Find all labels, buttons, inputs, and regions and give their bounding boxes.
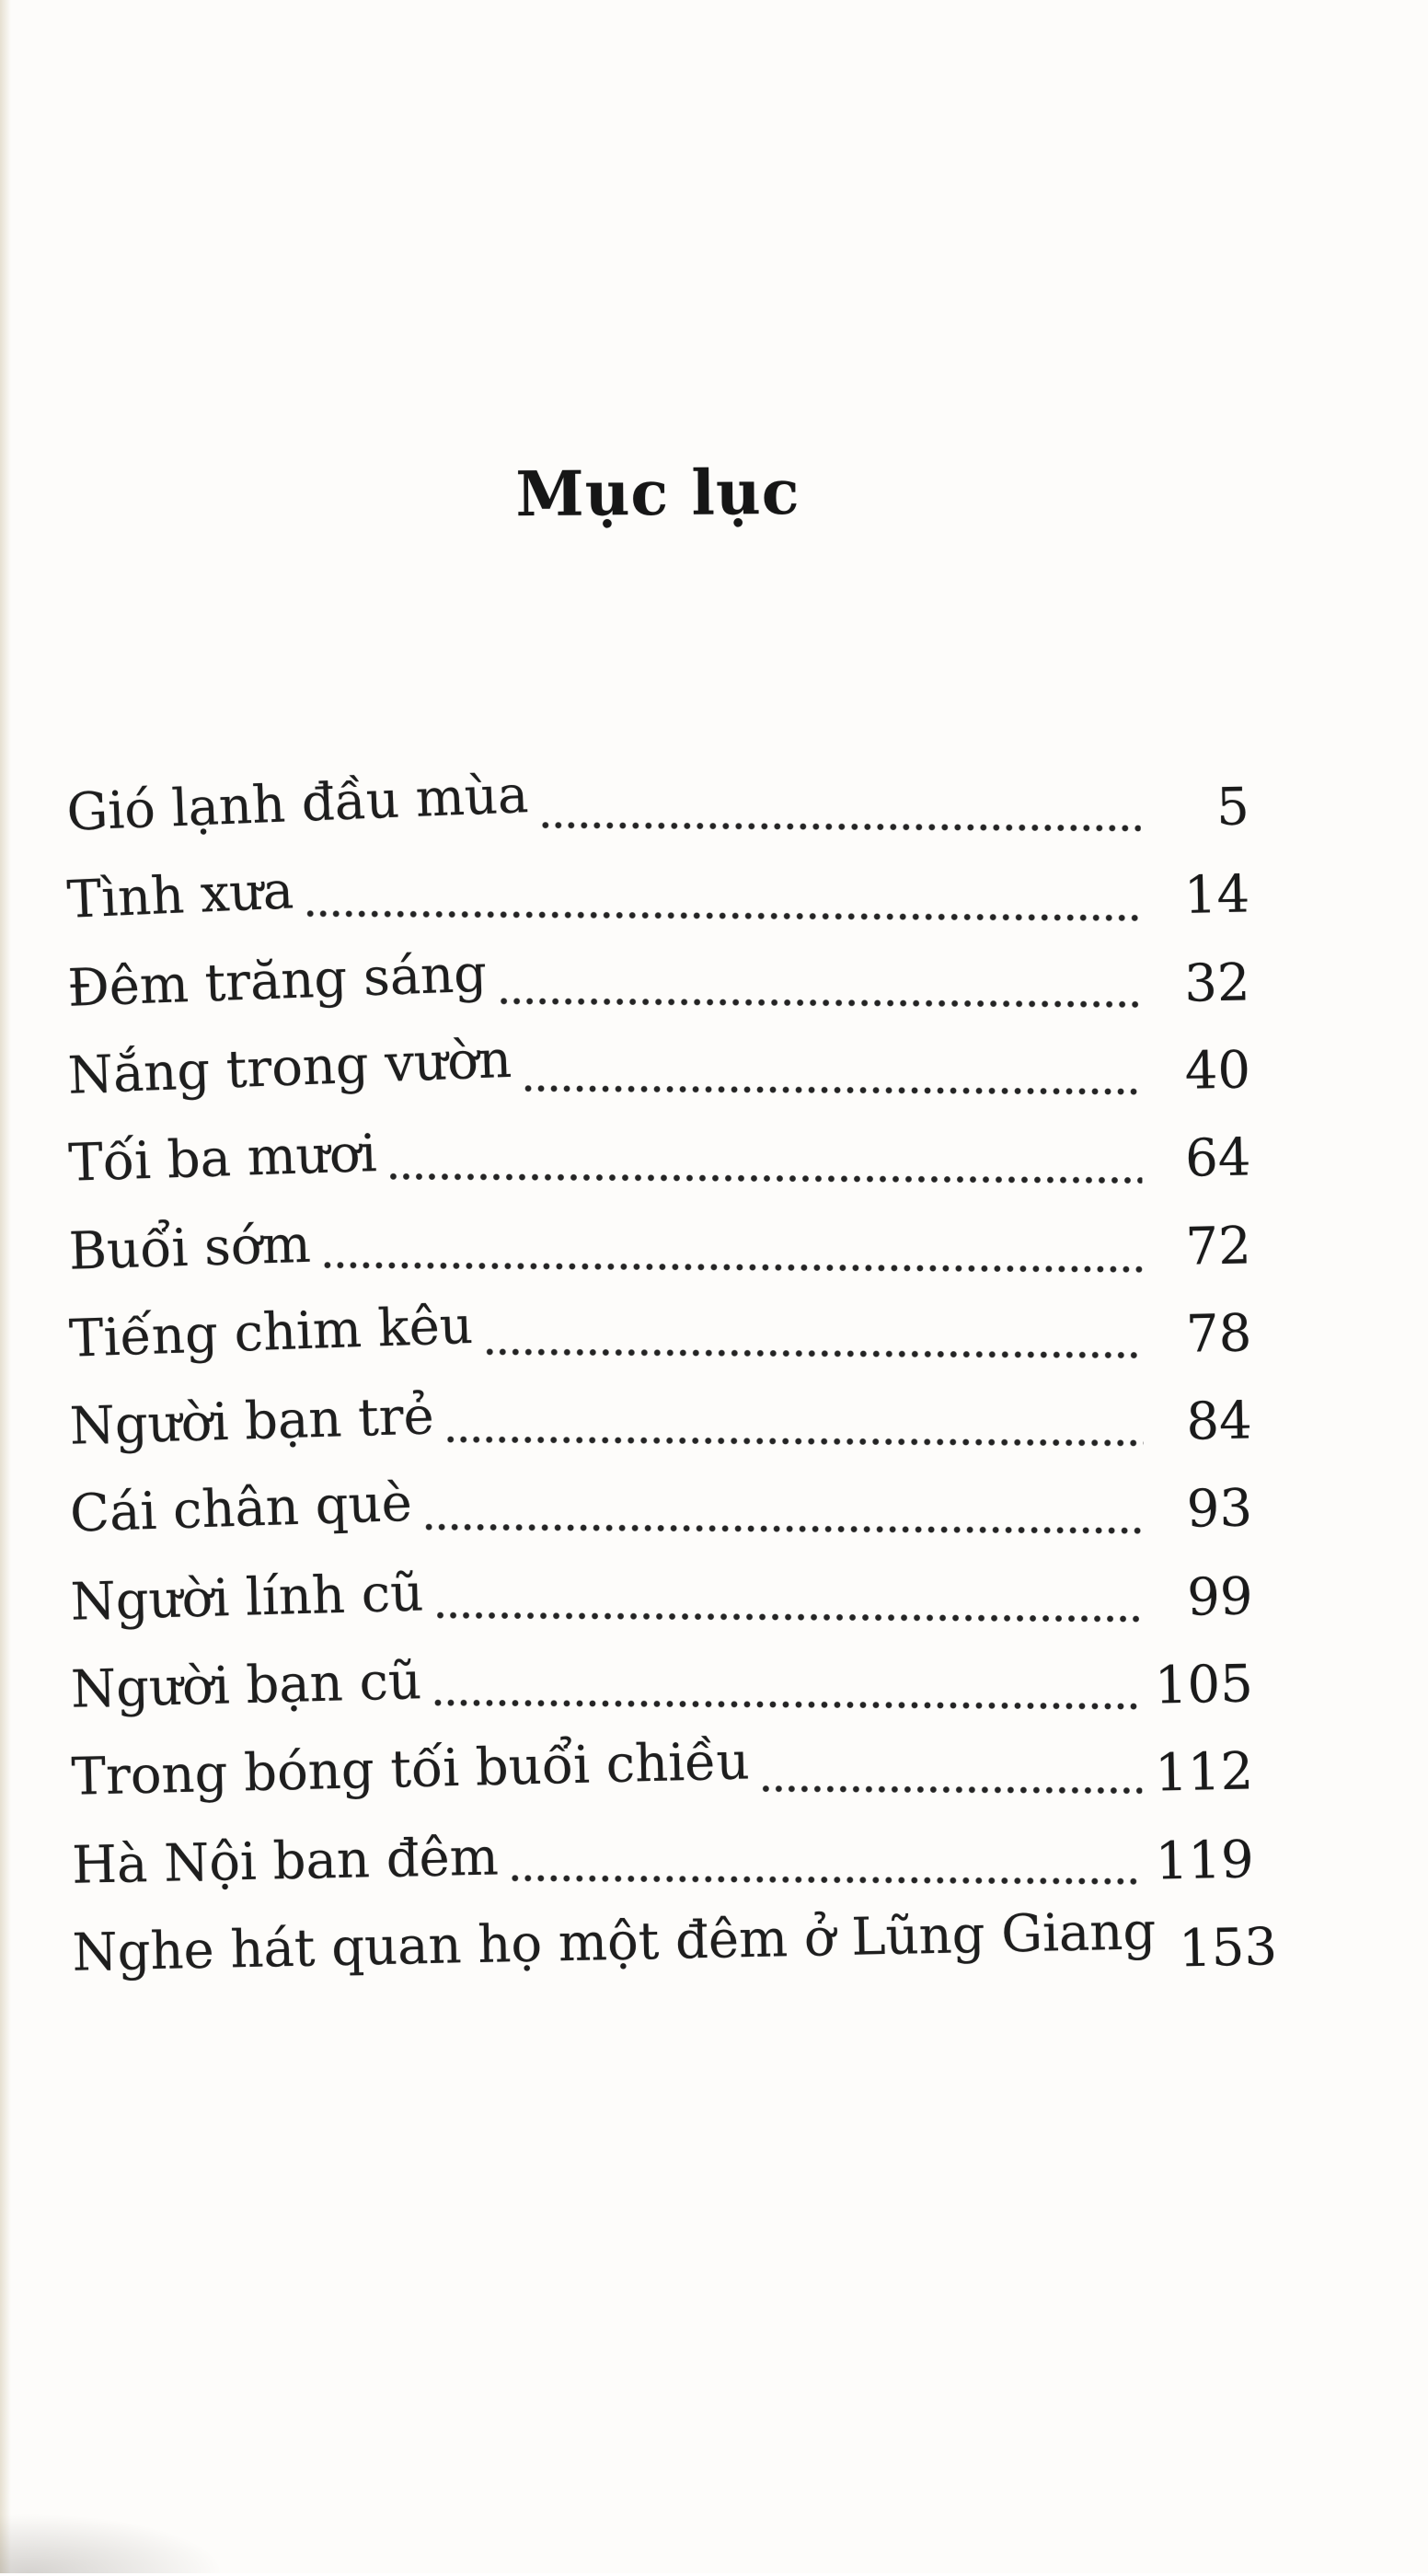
dot-leader [444,1436,1144,1447]
toc-entry-page-number: 99 [1157,1567,1253,1628]
toc-entry-page-number: 119 [1155,1831,1254,1892]
dot-leader [522,1085,1142,1096]
toc-entry-page-number: 84 [1156,1392,1252,1452]
dot-leader [422,1523,1144,1534]
toc-entry [69,1038,1250,1106]
toc-entry-title: Tối ba mươi [67,1125,377,1194]
toc-entry-page-number: 40 [1154,1041,1250,1102]
toc-entry-page-number: 153 [1178,1918,1274,1979]
dot-leader [539,822,1141,832]
toc-entry-title: Buổi sớm [68,1215,312,1281]
toc-entry [69,1126,1250,1194]
toc-entry-title: Tình xưa [66,861,295,930]
toc-entry-page-number: 32 [1154,953,1250,1014]
toc-entry [71,1389,1252,1457]
toc-entry-page-number: 72 [1155,1217,1251,1277]
toc-entry [68,951,1250,1019]
toc-entry [68,775,1250,843]
dot-leader [387,1172,1143,1184]
toc-entry-title: Người bạn trẻ [69,1387,435,1457]
toc-entry-page-number: 5 [1153,778,1250,838]
toc-entry [70,1214,1251,1282]
toc-entry-title: Người lính cũ [70,1564,424,1633]
dot-leader [432,1699,1142,1710]
dot-leader [759,1785,1142,1795]
toc-entry-title: Tiếng chim kêu [68,1297,474,1369]
toc-entry-page-number: 64 [1155,1128,1251,1189]
toc-entry [70,1301,1251,1369]
toc-entry [71,1476,1252,1544]
page-title: Mục lục [0,452,1316,534]
toc-entry [72,1652,1253,1720]
toc-entry-page-number: 105 [1154,1655,1253,1716]
toc-entry-title: Gió lạnh đầu mùa [65,766,529,843]
toc-entry-title: Nắng trong vườn [67,1030,512,1105]
toc-entry-page-number: 14 [1154,865,1250,926]
toc-entry-title: Cái chân què [69,1473,413,1543]
scan-edge-shadow [0,0,11,2573]
toc-entry-page-number: 93 [1156,1479,1252,1540]
dot-leader [433,1611,1145,1623]
toc-list [64,0,1257,2576]
toc-entry [73,1828,1254,1896]
toc-entry-page-number: 78 [1156,1304,1252,1365]
toc-entry-title: Hà Nội ban đêm [72,1828,500,1896]
dot-leader [497,998,1141,1009]
toc-entry [68,862,1250,930]
dot-leader [304,910,1141,922]
dot-leader [508,1875,1143,1886]
toc-entry-page-number: 112 [1155,1742,1254,1804]
dot-leader [483,1348,1143,1359]
toc-entry [72,1739,1253,1808]
toc-entry [73,1915,1254,1983]
toc-entry [71,1565,1252,1633]
toc-entry-title: Đêm trăng sáng [66,944,488,1019]
toc-entry-title: Nghe hát quan họ một đêm ở Lũng Giang [72,1902,1157,1983]
toc-entry-title: Người bạn cũ [70,1652,421,1720]
toc-entry-title: Trong bóng tối buổi chiều [71,1732,750,1808]
dot-leader [321,1262,1143,1274]
